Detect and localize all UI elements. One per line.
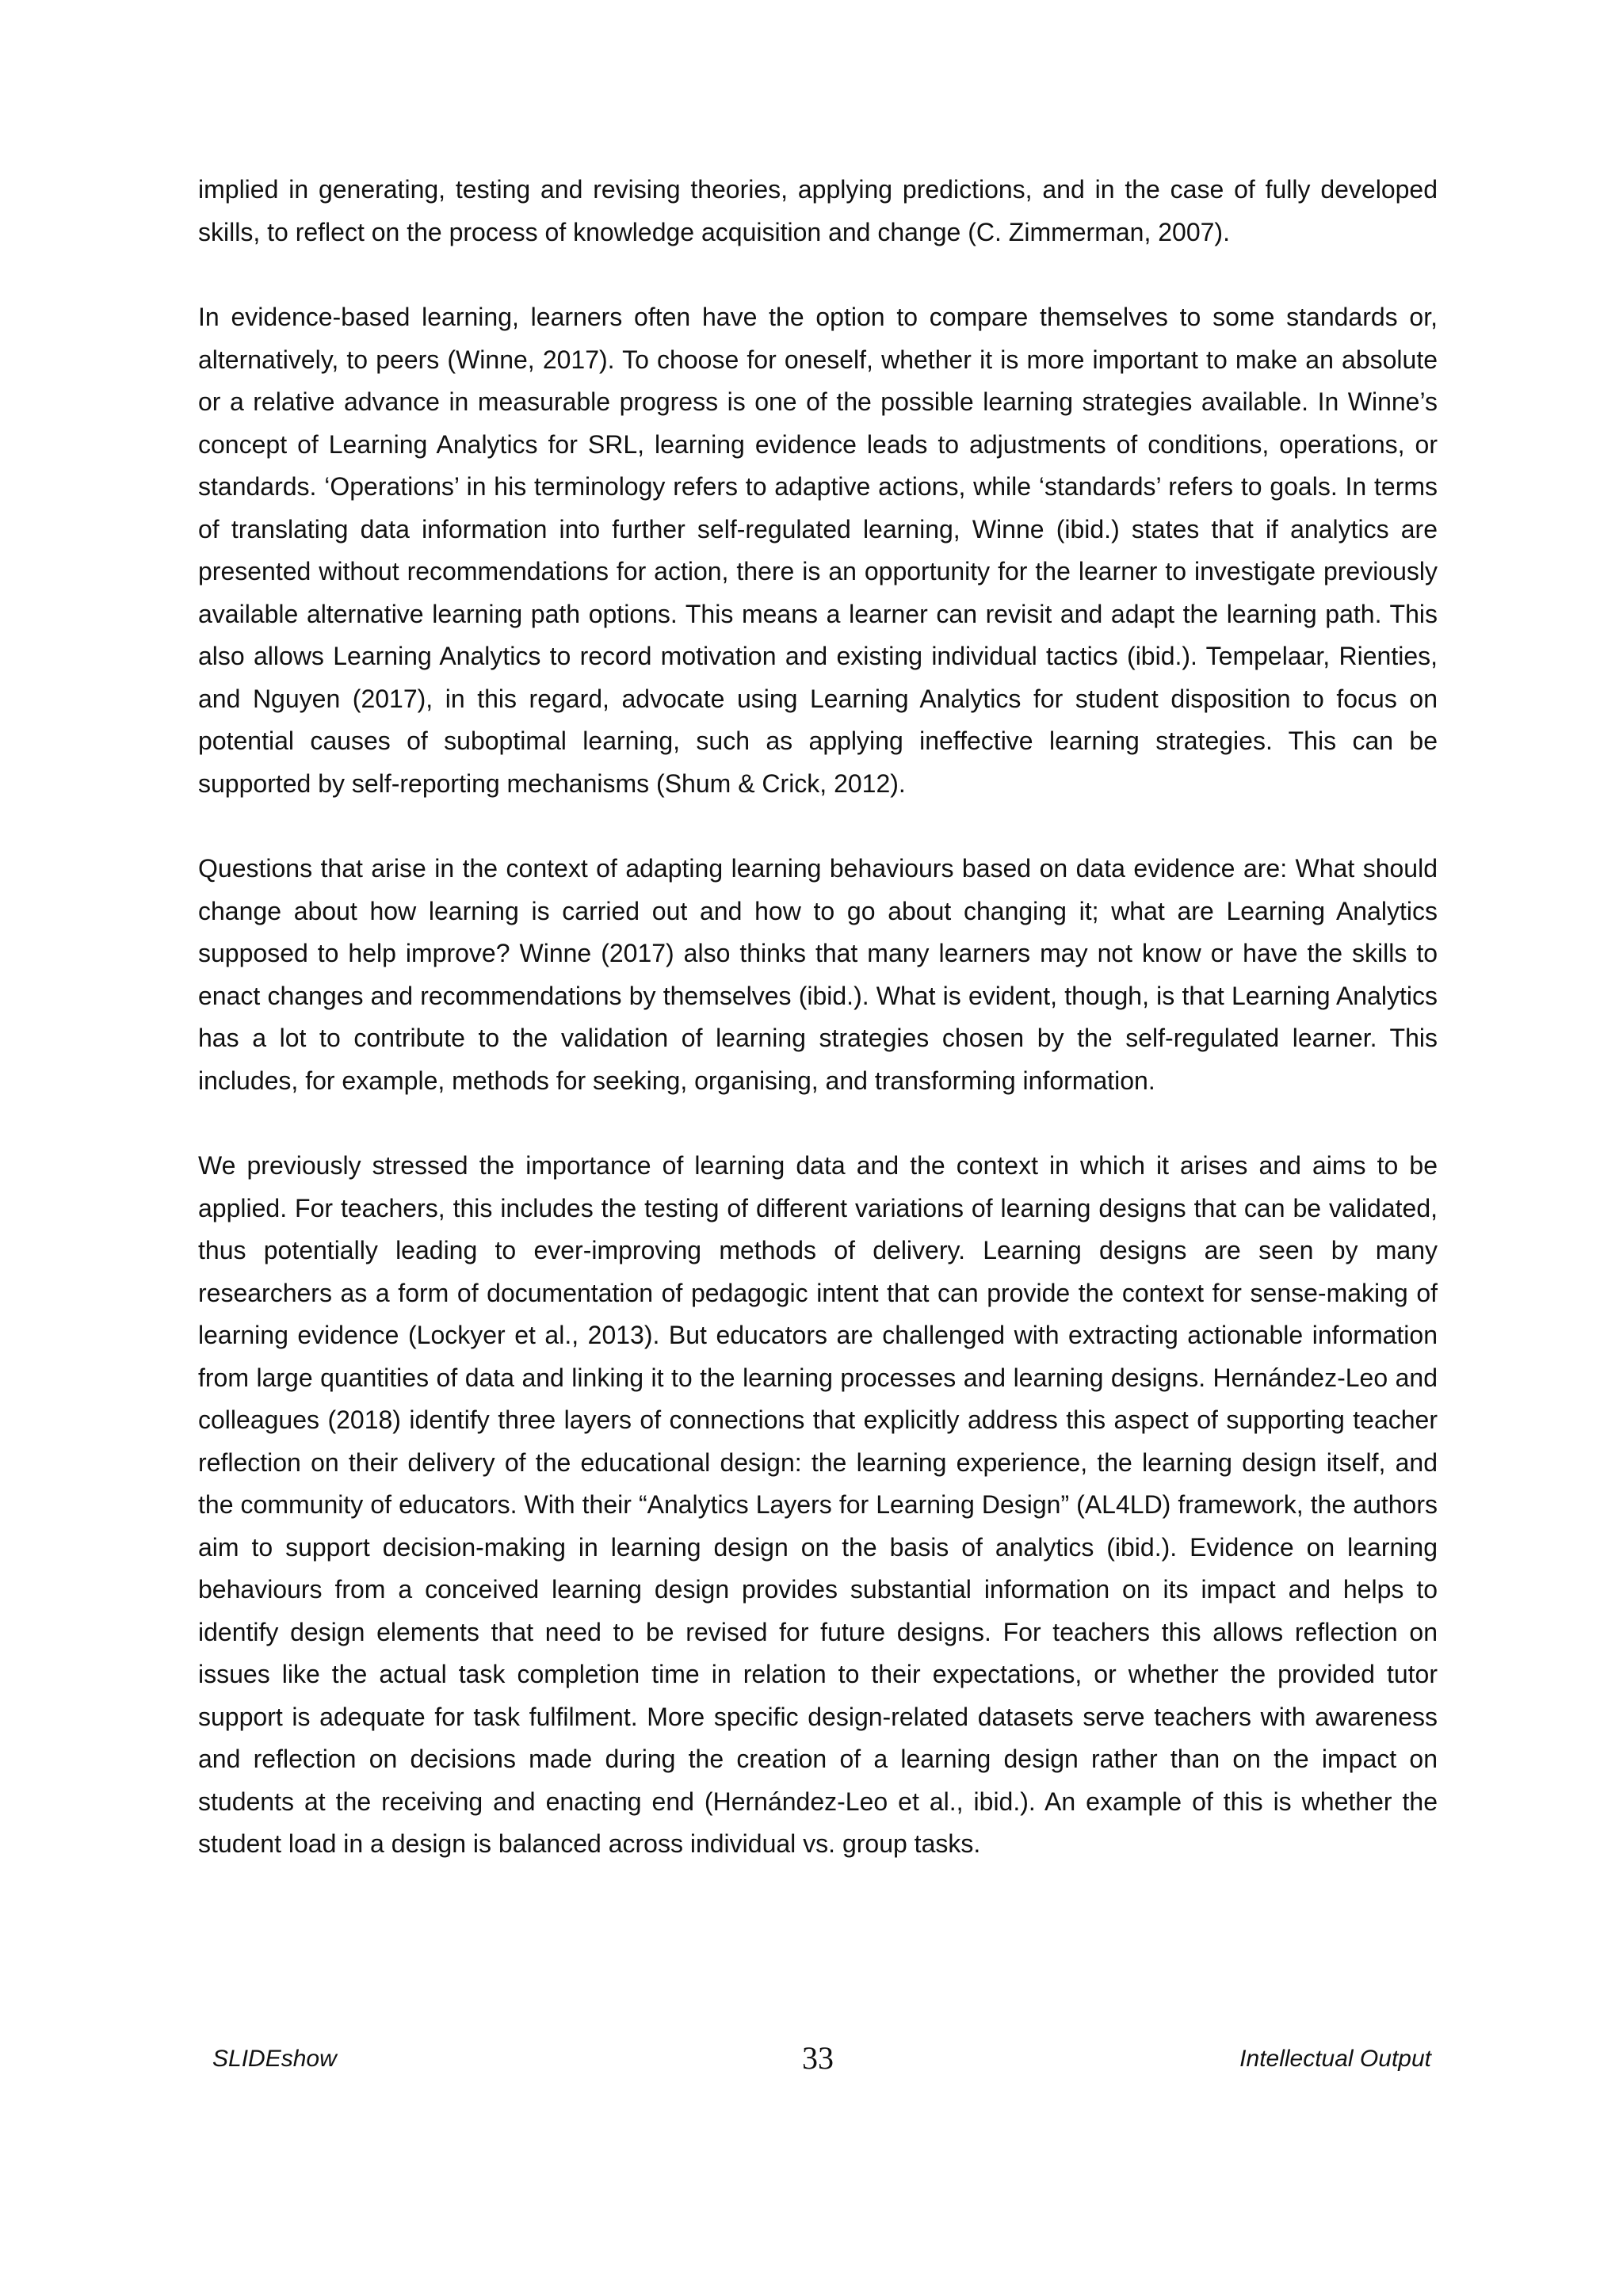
paragraph-1: implied in generating, testing and revising theories, applying predictions, and in the case of fully developed skills, to reflect on the process of knowledge acquisition and change (C. Zimmerman, 2007). [198,175,1438,246]
paragraph-3: Questions that arise in the context of adapting learning behaviours based on data evidence are: What should change about how learning is carried out and how to go about changing it; what are Learning Analytics supposed to help improve? Winne (2017) also thinks that many learners may not know or have the skills to enact changes and recommendations by themselves (ibid.). What is evident, though, is that Learning Analytics has a lot to contribute to the validation of learning strategies chosen by the self-regulated learner. This includes, for example, methods for seeking, organising, and transforming information. [198,854,1438,1095]
page-footer [198,2036,1438,2084]
body-text [198,169,1438,1866]
paragraph-2: In evidence-based learning, learners often have the option to compare themselves to some standards or, alternatively, to peers (Winne, 2017). To choose for oneself, whether it is more important to make an absolute or a relative advance in measurable progress is one of the possible learning strategies available. In Winne’s concept of Learning Analytics for SRL, learning evidence leads to adjustments of conditions, operations, or standards. ‘Operations’ in his terminology refers to adaptive actions, while ‘standards’ refers to goals. In terms of translating data information into further self-regulated learning, Winne (ibid.) states that if analytics are presented without recommendations for action, there is an opportunity for the learner to investigate previously available alternative learning path options. This means a learner can revisit and adapt the learning path. This also allows Learning Analytics to record motivation and existing individual tactics (ibid.). Tempelaar, Rienties, and Nguyen (2017), in this regard, advocate using Learning Analytics for student disposition to focus on potential causes of suboptimal learning, such as applying ineffective learning strategies. This can be supported by self-reporting mechanisms (Shum & Crick, 2012). [198,303,1438,798]
footer-project-name: SLIDEshow [212,2046,337,2072]
footer-output-label: Intellectual Output [1239,2046,1431,2072]
page-number: 33 [802,2040,834,2076]
paragraph-4: We previously stressed the importance of learning data and the context in which it arises and aims to be applied. For teachers, this includes the testing of different variations of learning designs that can be validated, thus potentially leading to ever-improving methods of delivery. Learning designs are seen by many researchers as a form of documentation of pedagogic intent that can provide the context for sense-making of learning evidence (Lockyer et al., 2013). But educators are challenged with extracting actionable information from large quantities of data and linking it to the learning processes and learning designs. Hernández-Leo and colleagues (2018) identify three layers of connections that explicitly address this aspect of supporting teacher reflection on their delivery of the educational design: the learning experience, the learning design itself, and the community of educators. With their “Analytics Layers for Learning Design” (AL4LD) framework, the authors aim to support decision-making in learning design on the basis of analytics (ibid.). Evidence on learning behaviours from a conceived learning design provides substantial information on its impact and helps to identify design elements that need to be revised for future designs. For teachers this allows reflection on issues like the actual task completion time in relation to their expectations, or whether the provided tutor support is adequate for task fulfilment. More specific design-related datasets serve teachers with awareness and reflection on decisions made during the creation of a learning design rather than on the impact on students at the receiving and enacting end (Hernández-Leo et al., ibid.). An example of this is whether the student load in a design is balanced across individual vs. group tasks. [198,1151,1438,1858]
